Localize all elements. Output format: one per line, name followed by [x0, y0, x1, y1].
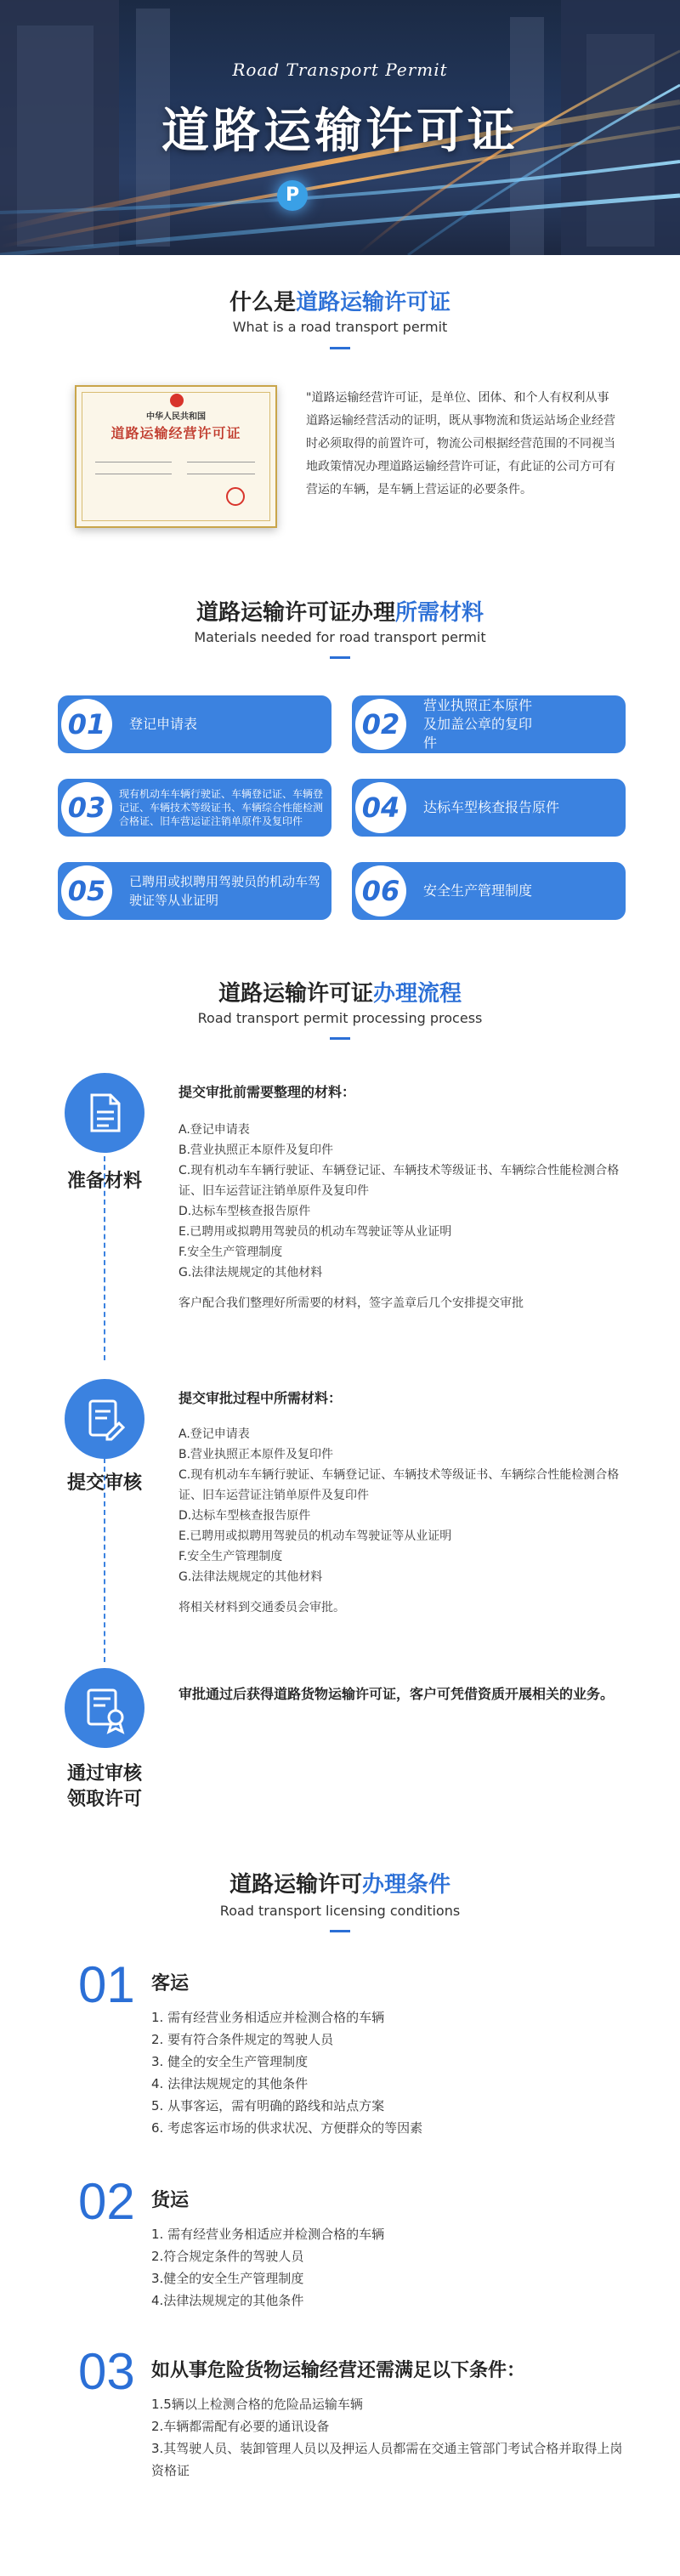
material-card: [58, 779, 332, 837]
certificate-approval-icon: [65, 1668, 144, 1748]
condition-list: [151, 2223, 627, 2312]
condition-item: 4.法律法规规定的其他条件: [151, 2293, 304, 2308]
intro-title-highlight: 道路运输许可证: [296, 290, 451, 315]
condition-item: 3. 健全的安全生产管理制度: [151, 2054, 309, 2069]
condition-item: 1.5辆以上检测合格的危险品运输车辆: [151, 2397, 363, 2412]
process-line: D.达标车型核查报告原件: [178, 1205, 311, 1218]
material-label: 现有机动车车辆行驶证、车辆登记证、车辆登记证、车辆技术等级证书、车辆综合性能检测合格证、旧车营运证注销单原件及复印件: [119, 788, 324, 827]
process-line: F.安全生产管理制度: [178, 1550, 283, 1563]
process-step-label: [34, 1762, 175, 1813]
conditions-divider: [330, 1930, 350, 1932]
process-line: G.法律法规规定的其他材料: [178, 1570, 323, 1584]
condition-item: 4. 法律法规规定的其他条件: [151, 2076, 309, 2091]
process-step-content: [178, 1683, 629, 1705]
condition-number: 02: [78, 2173, 135, 2230]
conditions-title: [0, 1867, 680, 1898]
certificate-header: 中华人民共和国: [146, 412, 206, 422]
process-line: B.营业执照正本原件及复印件: [178, 1448, 334, 1461]
material-label: 登记申请表: [129, 716, 198, 732]
process-line: C.现有机动车车辆行驶证、车辆登记证、车辆技术等级证书、车辆综合性能检测合格证、旧车运营证注销单原件及复印件: [178, 1468, 620, 1502]
material-number: 02: [355, 699, 406, 750]
process-title: [0, 976, 680, 1007]
process-divider: [330, 1037, 350, 1040]
condition-title: 客运: [151, 1973, 190, 1994]
material-label: 已聘用或拟聘用驾驶员的机动车驾驶证等从业证明: [129, 874, 321, 908]
process-line: E.已聘用或拟聘用驾驶员的机动车驾驶证等从业证明: [178, 1529, 452, 1543]
national-emblem-icon: [170, 394, 184, 407]
parking-badge-icon: P: [277, 180, 308, 211]
process-title-highlight: 办理流程: [373, 981, 462, 1007]
process-step-label-line: 通过审核: [66, 1763, 142, 1784]
condition-item: 2.符合规定条件的驾驶人员: [151, 2249, 304, 2264]
hero-subtitle: Road Transport Permit: [232, 60, 448, 80]
process-subtitle: Road transport permit processing process: [197, 1010, 483, 1026]
material-number: 01: [61, 699, 112, 750]
certificate-seal-icon: [226, 487, 245, 506]
process-step-heading: 审批通过后获得道路货物运输许可证，客户可凭借资质开展相关的业务。: [178, 1686, 615, 1702]
conditions-title-highlight: 办理条件: [362, 1872, 451, 1898]
condition-item: 5. 从事客运，需有明确的路线和站点方案: [151, 2098, 385, 2114]
hero-banner: [0, 0, 680, 255]
materials-title-prefix: 道路运输许可证办理: [196, 600, 395, 626]
materials-subtitle: Materials needed for road transport permit: [194, 629, 486, 645]
process-line: B.营业执照正本原件及复印件: [178, 1143, 334, 1157]
material-number: 04: [355, 782, 406, 833]
condition-item: 1. 需有经营业务相适应并检测合格的车辆: [151, 2010, 385, 2025]
material-card: [352, 695, 626, 753]
process-line: G.法律法规规定的其他材料: [178, 1266, 323, 1279]
condition-number: 01: [78, 1956, 135, 2013]
certificate-title: 道路运输经营许可证: [110, 425, 241, 441]
document-icon: [65, 1073, 144, 1153]
process-line: A.登记申请表: [178, 1427, 250, 1441]
condition-item: 6. 考虑客运市场的供求状况、方便群众的等因素: [151, 2120, 423, 2136]
process-note: 客户配合我们整理好所需要的材料，签字盖章后几个安排提交审批: [178, 1297, 524, 1310]
process-line: E.已聘用或拟聘用驾驶员的机动车驾驶证等从业证明: [178, 1225, 452, 1239]
materials-title-highlight: 所需材料: [395, 600, 484, 626]
condition-item: 3.其驾驶人员、装卸管理人员以及押运人员都需在交通主管部门考试合格并取得上岗资格证: [151, 2441, 623, 2478]
process-line: F.安全生产管理制度: [178, 1245, 283, 1259]
material-label: 达标车型核查报告原件: [423, 799, 560, 815]
process-step-heading: 提交审批过程中所需材料：: [178, 1390, 343, 1406]
conditions-title-prefix: 道路运输许可: [229, 1872, 362, 1898]
condition-item: 1. 需有经营业务相适应并检测合格的车辆: [151, 2227, 385, 2242]
material-card: [58, 695, 332, 753]
condition-list: [151, 2006, 627, 2139]
hero-title: 道路运输许可证: [162, 104, 518, 159]
material-card: [352, 779, 626, 837]
materials-divider: [330, 656, 350, 659]
intro-subtitle: What is a road transport permit: [232, 319, 448, 335]
certificate-image: [75, 385, 277, 528]
condition-title: 货运: [151, 2190, 190, 2211]
intro-description: "道路运输经营许可证，是单位、团体、和个人有权利从事道路运输经营活动的证明，既从事物流和货运站场企业经营时必须取得的前置许可，物流公司根据经营范围的不同视当地政策情况办理道路运输经营许可证，有此证的公司方可有营运的车辆，是车辆上营运证的必要条件。: [306, 391, 615, 496]
process-note: 将相关材料到交通委员会审批。: [178, 1601, 345, 1614]
material-number: 06: [355, 865, 406, 916]
condition-number: 03: [78, 2343, 135, 2400]
material-card: [58, 862, 332, 920]
process-step-content: [178, 1081, 638, 1314]
intro-divider: [330, 347, 350, 349]
process-step-content: [178, 1387, 638, 1618]
process-step-label: 准备材料: [66, 1171, 142, 1192]
process-line: A.登记申请表: [178, 1123, 250, 1137]
process-step-label-line: 领取许可: [66, 1789, 142, 1810]
intro-title-prefix: 什么是: [229, 290, 296, 315]
conditions-subtitle: Road transport licensing conditions: [219, 1903, 461, 1919]
process-step-label: 提交审核: [66, 1472, 142, 1494]
material-number: 05: [61, 865, 112, 916]
material-card: [352, 862, 626, 920]
condition-item: 3.健全的安全生产管理制度: [151, 2271, 304, 2286]
condition-item: 2.车辆都需配有必要的通讯设备: [151, 2419, 330, 2434]
material-label: 营业执照正本原件及加盖公章的复印件: [423, 697, 533, 751]
condition-item: 2. 要有符合条件规定的驾驶人员: [151, 2032, 334, 2047]
process-title-prefix: 道路运输许可证: [218, 981, 373, 1007]
process-line: C.现有机动车车辆行驶证、车辆登记证、车辆技术等级证书、车辆综合性能检测合格证、旧车运营证注销单原件及复印件: [178, 1164, 620, 1198]
condition-list: [151, 2393, 627, 2482]
edit-document-icon: [65, 1379, 144, 1459]
process-line: D.达标车型核查报告原件: [178, 1509, 311, 1523]
material-label: 安全生产管理制度: [423, 882, 533, 899]
intro-title: [0, 285, 680, 316]
condition-title: 如从事危险货物运输经营还需满足以下条件：: [151, 2360, 526, 2381]
material-number: 03: [61, 782, 112, 833]
materials-title: [0, 595, 680, 627]
process-step-heading: 提交审批前需要整理的材料：: [178, 1084, 356, 1100]
